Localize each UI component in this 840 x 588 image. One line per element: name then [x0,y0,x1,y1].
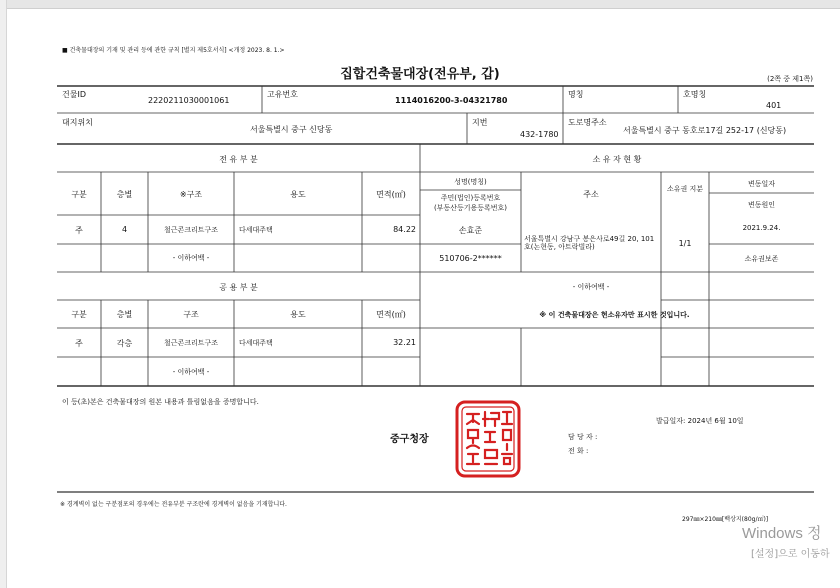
owner-section-title: 소 유 자 현 황 [592,155,642,164]
exclusive-header-area: 면적(㎡) [376,190,406,199]
paper-spec: 297㎜×210㎜[백상지(80g/㎡)] [682,516,769,523]
regulation-note: ■ 건축물대장의 기재 및 관리 등에 관한 규칙 [별지 제5호서식] <개정 2023. 8. 1.> [62,47,285,54]
road-label: 도로명주소 [568,118,607,127]
site-label: 대지위치 [62,118,93,127]
exclusive-below-note: - 이하여백 - [172,254,210,262]
common-row-use: 다세대주택 [239,339,273,347]
exclusive-header-use: 용도 [290,190,306,199]
page-number: (2쪽 중 제1쪽) [767,75,813,83]
common-row-area: 32.21 [393,338,416,347]
owner-change-date-header: 변동일자 [747,180,776,188]
common-header-floor: 층별 [116,310,133,319]
exclusive-header-type: 구분 [71,190,87,199]
common-header-use: 용도 [290,310,306,319]
issuer-name: 중구청장 [390,434,429,445]
exclusive-header-structure: ※구조 [179,190,203,199]
owner-name-header: 성명(명칭) [454,178,487,186]
windows-activation-watermark: Windows 정 [742,525,822,542]
exclusive-row-floor: 4 [121,225,128,234]
certification-text: 이 등(초)본은 건축물대장의 원본 내용과 틀림없음을 증명합니다. [62,398,259,406]
building-id-label: 건물ID [62,90,86,99]
owner-address-header: 주소 [583,190,599,199]
name-label: 명칭 [568,90,584,99]
common-row-type: 주 [75,339,83,348]
owner-below-note: - 이하여백 - [572,283,610,291]
owner-name: 손효준 [458,226,483,235]
common-header-area: 면적(㎡) [376,310,406,319]
building-id-value: 2220211030001061 [148,96,230,105]
owner-address: 서울특별시 강남구 봉은사로49길 20, 101호(논현동, 아트락빌라) [524,235,655,251]
owner-id-number: 510706-2****** [439,254,502,263]
exclusive-row-area: 84.22 [393,225,416,234]
owner-change-reason: 소유권보존 [744,255,779,263]
unique-no-label: 고유번호 [267,90,298,99]
owner-change-reason-header: 변동원인 [747,201,776,209]
owner-id-header-sub: (부동산등기용등록번호) [433,204,508,212]
official-seal-stamp [455,400,521,478]
owner-id-header: 주민(법인)등록번호 [440,194,501,202]
settings-activation-hint: [설정]으로 이동하 [751,549,830,560]
common-section-title: 공 용 부 분 [219,283,258,292]
phone-label: 전 화 : [568,447,589,455]
exclusive-section-title: 전 유 부 분 [219,155,258,164]
lot-value: 432-1780 [520,130,559,139]
common-header-structure: 구조 [183,310,199,319]
exclusive-row-use: 다세대주택 [239,226,273,234]
common-header-type: 구분 [71,310,87,319]
issue-date: 발급일자: 2024년 6월 10일 [656,417,744,425]
site-value: 서울특별시 중구 신당동 [250,125,333,134]
owner-share-header: 소유권 지분 [666,185,704,193]
owner-current-note: ※ 이 건축물대장은 현소유자만 표시한 것입니다. [539,311,690,319]
lot-label: 지번 [472,118,488,127]
document-title: 집합건축물대장(전유부, 갑) [340,67,500,82]
exclusive-header-floor: 층별 [116,190,133,199]
exclusive-row-type: 주 [75,226,83,235]
common-row-structure: 철근콘크리트구조 [163,339,219,347]
unique-no-value: 1114016200-3-04321780 [395,96,508,105]
boundary-wall-note: ※ 경계벽이 없는 구분점포의 경우에는 전유부분 구조란에 경계벽이 없음을 기재합니다. [60,501,287,508]
owner-change-date: 2021.9.24. [742,224,781,232]
unit-label: 호명칭 [683,90,707,99]
common-row-floor: 각층 [116,339,133,348]
exclusive-row-structure: 철근콘크리트구조 [163,226,219,234]
unit-value: 401 [766,101,782,110]
road-value: 서울특별시 중구 동호로17길 252-17 (신당동) [623,126,787,135]
common-below-note: - 이하여백 - [172,368,210,376]
owner-share: 1/1 [678,239,692,248]
contact-person-label: 담 당 자 : [568,433,598,441]
